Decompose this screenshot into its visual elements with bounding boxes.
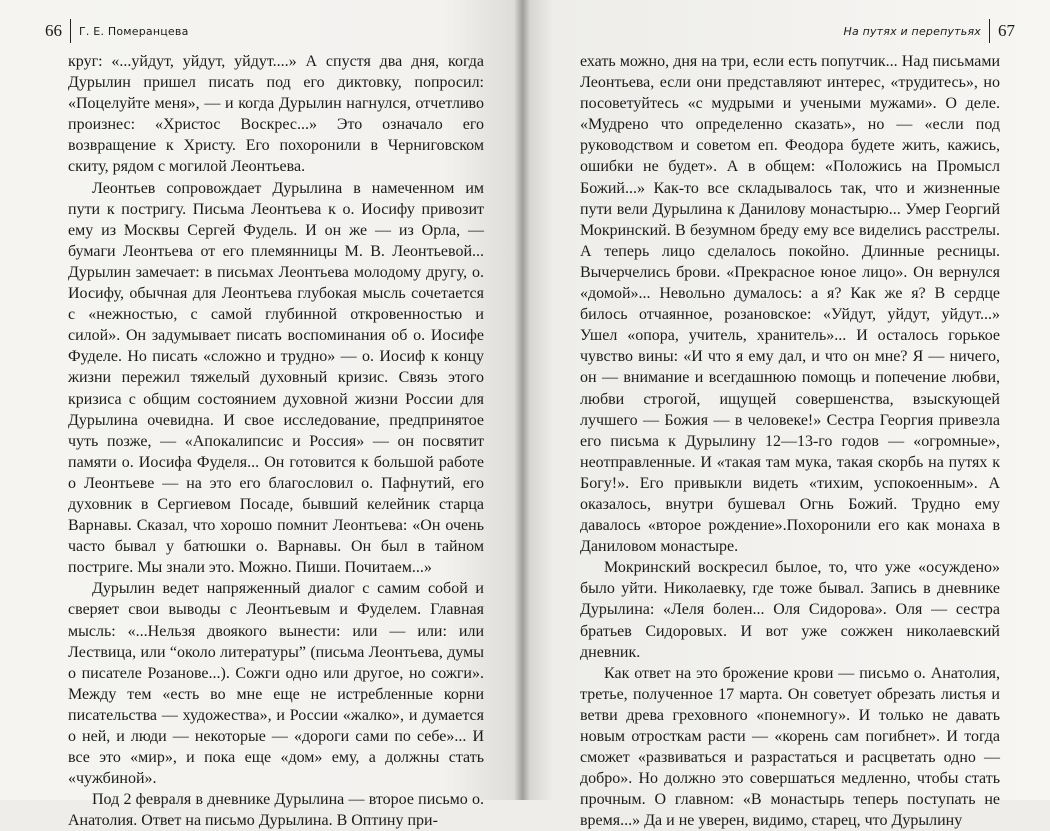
paragraph: круг: «...уйдут, уйдут, уйдут....» А спустя два дня, когда Дурылин пришел писать под его диктовку, попросил: «Поцелуйте меня», — и когда Дурылин нагнулся, отчетливо произнес: «Христос Воскрес...» Это означало его возвращение к Христу. Его похоронили в Черниговском скиту, рядом с могилой Леонтьева.	[68, 53, 484, 176]
paragraph: Под 2 февраля в дневнике Дурылина — второе письмо о. Анатолия. Ответ на письмо Дурылина. В Оптину при-	[68, 791, 484, 830]
left-page-body	[68, 51, 484, 831]
right-running-head	[843, 18, 1015, 44]
left-page-number: 66	[45, 21, 62, 40]
paragraph: Как ответ на это брожение крови — письмо о. Анатолия, третье, полученное 17 марта. Он советует обрезать листья и ветви древа греховного «понемногу». И только не давать новым отросткам расти — «корень сам погибнет». И тогда сможет «развиваться и разрастаться и расцветать одно — добро». Но должно это совершаться медленно, чтобы стать прочным. О главном: «В монастырь теперь поступать не время...» Да и не уверен, видимо, старец, что Дурылину	[580, 664, 1000, 830]
right-page	[522, 0, 1050, 830]
right-page-number: 67	[998, 21, 1015, 40]
paragraph: Дурылин ведет напряженный диалог с самим собой и сверяет свои выводы с Леонтьевым и Фуделем. Главная мысль: «...Нельзя двоякого вынести: или — или: или Лествица, или “около литературы” (письма Леонтьева, думы о писателе Розанове...). Сожги одно или другое, но сожги». Между тем «есть во мне еще не истребленные корни писательства — художества», и России «жалко», и думается о ней, и люди — некоторые — «дороги сами по себе»... И все это «мир», и пока еще «дом» ему, а должны стать «чужбиной».	[68, 580, 484, 788]
paragraph: Леонтьев сопровождает Дурылина в намеченном им пути к постригу. Письма Леонтьева к о. Иосифу привозит ему из Москвы Сергей Фудель. И он же — из Орла, — бумаги Леонтьева от его племянницы М. В. Леонтьевой... Дурылин замечает: в письмах Леонтьева молодому другу, о. Иосифу, обычная для Леонтьева глубокая мысль сочетается с «нежностью, с самой глубинной откровенностью и силой». Он задумывает писать воспоминания об о. Иосифе Фуделе. Но писать «сложно и трудно» — о. Иосиф к концу жизни пережил тяжелый духовный кризис. Связь этого кризиса с общим состоянием духовной жизни России для Дурылина очевидна. И свое исследование, предпринятое чуть позже, — «Апокалипсис и Россия» — он посвятит памяти о. Иосифа Фуделя... Он готовится к большой работе о Леонтьеве — на это его благословил о. Пафнутий, его духовник в Сергиевом Посаде, бывший келейник старца Варнавы. Сказал, что хорошо помнит Леонтьева: «Он очень часто бывал у батюшки о. Варнавы. Он был в тайном постриге. Мы знали это. Можно. Пиши. Почитаем...»	[68, 179, 484, 577]
left-running-head-title: Г. Е. Померанцева	[79, 24, 189, 38]
book-gutter-shadow	[514, 0, 530, 800]
left-page	[0, 0, 522, 830]
left-running-head	[45, 18, 189, 44]
paragraph: ехать можно, дня на три, если есть попутчик... Над письмами Леонтьева, если они представляют интерес, «трудитесь», но посоветуйтесь «с мудрыми и учеными мужами». О деле. «Мудрено что определенно сказать», но — «если под руководством и советом еп. Феодора будете жить, кажись, ошибки не будет». А в общем: «Положись на Промысл Божий...» Как-то все складывалось так, что и жизненные пути вели Дурылина к Данилову монастырю... Умер Георгий Мокринский. В безумном бреду ему все виделись расстрелы. А теперь лицо сделалось покойно. Длинные ресницы. Вычерчелись брови. «Прекрасное юное лицо». Он вернулся «домой»... Невольно думалось: а я? Как же я? В сердце билось отчаянное, розановское: «Уйдут, уйдут, уйдут...» Ушел «опора, учитель, хранитель»... И осталось горькое чувство вины: «И что я ему дал, и что он мне? Я — ничего, он — внимание и всегдашнюю помощь и попечение любви, любви строгой, ищущей совершенства, взыскующей лучшего — Божия — в человеке!» Сестра Георгия привезла его письма к Дурылину 12—13-го годов — «огромные», неотправленные. И «такая там мука, такая скорбь на путях к Богу!». Его привыкли видеть «тихим, успокоенным». А оказалось, внутри бушевал Огнь Божий. Трудно ему давалось «второе рождение».Похоронили его как монаха в Даниловом монастыре.	[580, 53, 1000, 556]
running-head-divider	[989, 19, 990, 43]
running-head-divider	[70, 19, 71, 43]
paragraph: Мокринский воскресил былое, то, что уже «осуждено» было уйти. Николаевку, где тоже бывал. Запись в дневнике Дурылина: «Леля болен... Оля Сидорова». Оля — сестра братьев Сидоровых. И вот уже сожжен николаевский дневник.	[580, 559, 1000, 661]
right-running-head-title: На путях и перепутьях	[843, 24, 981, 38]
right-page-body	[580, 51, 1000, 831]
